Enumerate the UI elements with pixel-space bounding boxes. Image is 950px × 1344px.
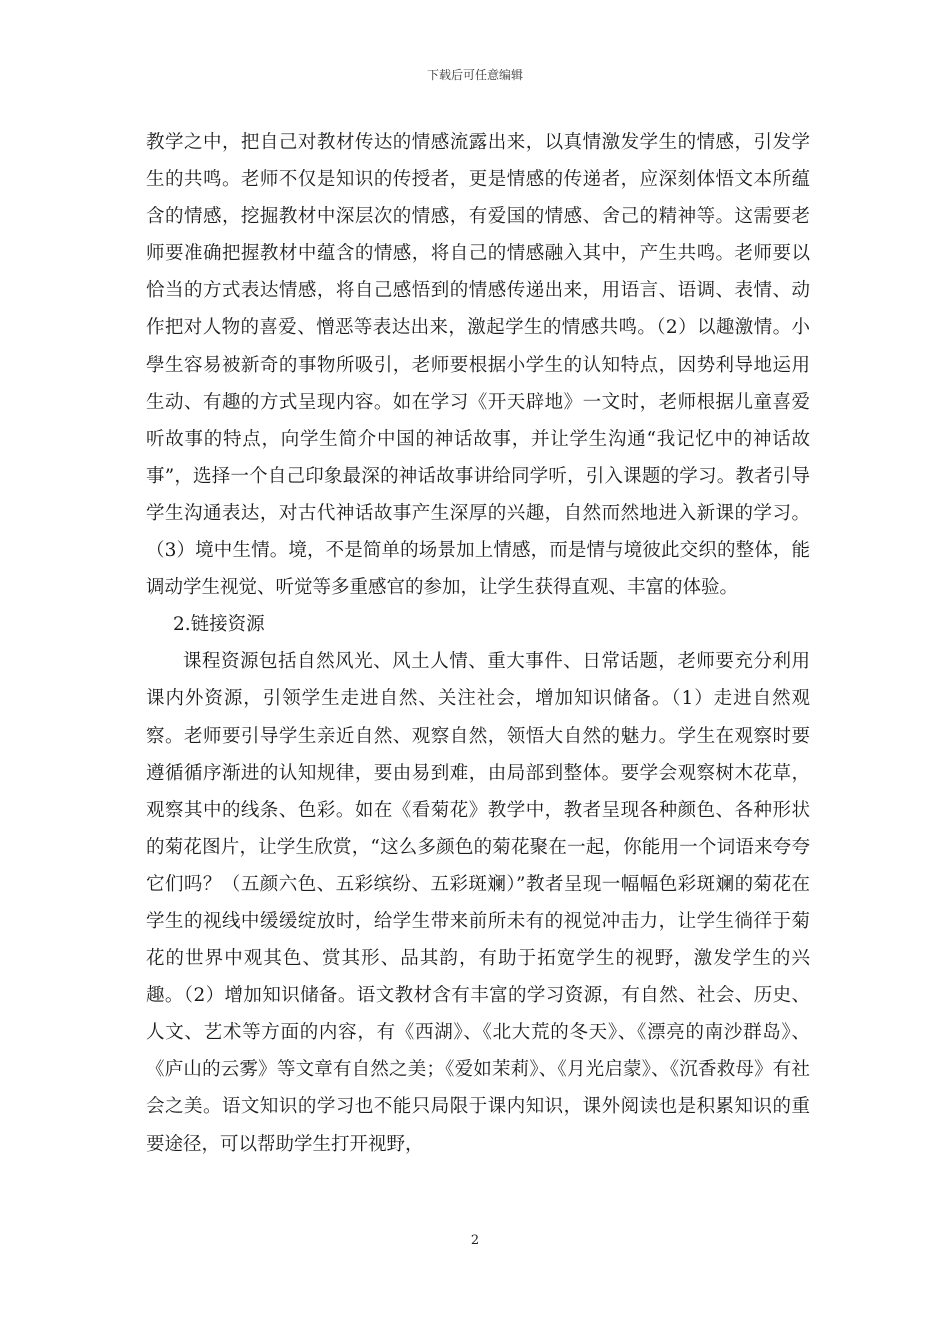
page-header: 下载后可任意编辑 [426,68,523,82]
document-body [146,124,810,1163]
section-heading-link-resources: 2.链接资源 [173,614,265,636]
paragraph-emotion: 教学之中，把自己对教材传达的情感流露出来，以真情激发学生的情感，引发学生的共鸣。老师不仅是知识的传授者，更是情感的传递者，应深刻体悟文本所蕴含的情感，挖掘教材中深层次的情感，有爱国的情感、舍己的精神等。这需要老师要准确把握教材中蕴含的情感，将自己的情感融入其中，产生共鸣。老师要以恰当的方式表达情感，将自己感悟到的情感传递出来，用语言、语调、表情、动作把对人物的喜爱、憎恶等表达出来，激起学生的情感共鸣。（2）以趣激情。小學生容易被新奇的事物所吸引，老师要根据小学生的认知特点，因势利导地运用生动、有趣的方式呈现内容。如在学习《开天辟地》一文时，老师根据儿童喜爱听故事的特点，向学生简介中国的神话故事，并让学生沟通“我记忆中的神话故事”，选择一个自己印象最深的神话故事讲给同学听，引入课题的学习。教者引导学生沟通表达，对古代神话故事产生深厚的兴趣，自然而然地进入新课的学习。（3）境中生情。境，不是简单的场景加上情感，而是情与境彼此交织的整体，能调动学生视觉、听觉等多重感官的参加，让学生获得直观、丰富的体验。 [146,132,810,599]
page-number: 2 [470,1233,480,1248]
paragraph-resources: 课程资源包括自然风光、风土人情、重大事件、日常话题，老师要充分利用课内外资源，引领学生走进自然、关注社会，增加知识储备。（1）走进自然观察。老师要引导学生亲近自然、观察自然，领悟大自然的魅力。学生在观察时要遵循循序渐进的认知规律，要由易到难，由局部到整体。要学会观察树木花草，观察其中的线条、色彩。如在《看菊花》教学中，教者呈现各种颜色、各种形状的菊花图片，让学生欣赏，“这么多颜色的菊花聚在一起，你能用一个词语来夸夸它们吗？（五颜六色、五彩缤纷、五彩斑斓）”教者呈现一幅幅色彩斑斓的菊花在学生的视线中缓缓绽放时，给学生带来前所未有的视觉冲击力，让学生徜徉于菊花的世界中观其色、赏其形、品其韵，有助于拓宽学生的视野，激发学生的兴趣。（2）增加知识储备。语文教材含有丰富的学习资源，有自然、社会、历史、人文、艺术等方面的内容，有《西湖》、《北大荒的冬天》、《漂亮的南沙群岛》、《庐山的云雾》等文章有自然之美；《爱如茉莉》、《月光启蒙》、《沉香救母》有社会之美。语文知识的学习也不能只局限于课内知识，课外阅读也是积累知识的重要途径，可以帮助学生打开视野， [146,651,810,1155]
